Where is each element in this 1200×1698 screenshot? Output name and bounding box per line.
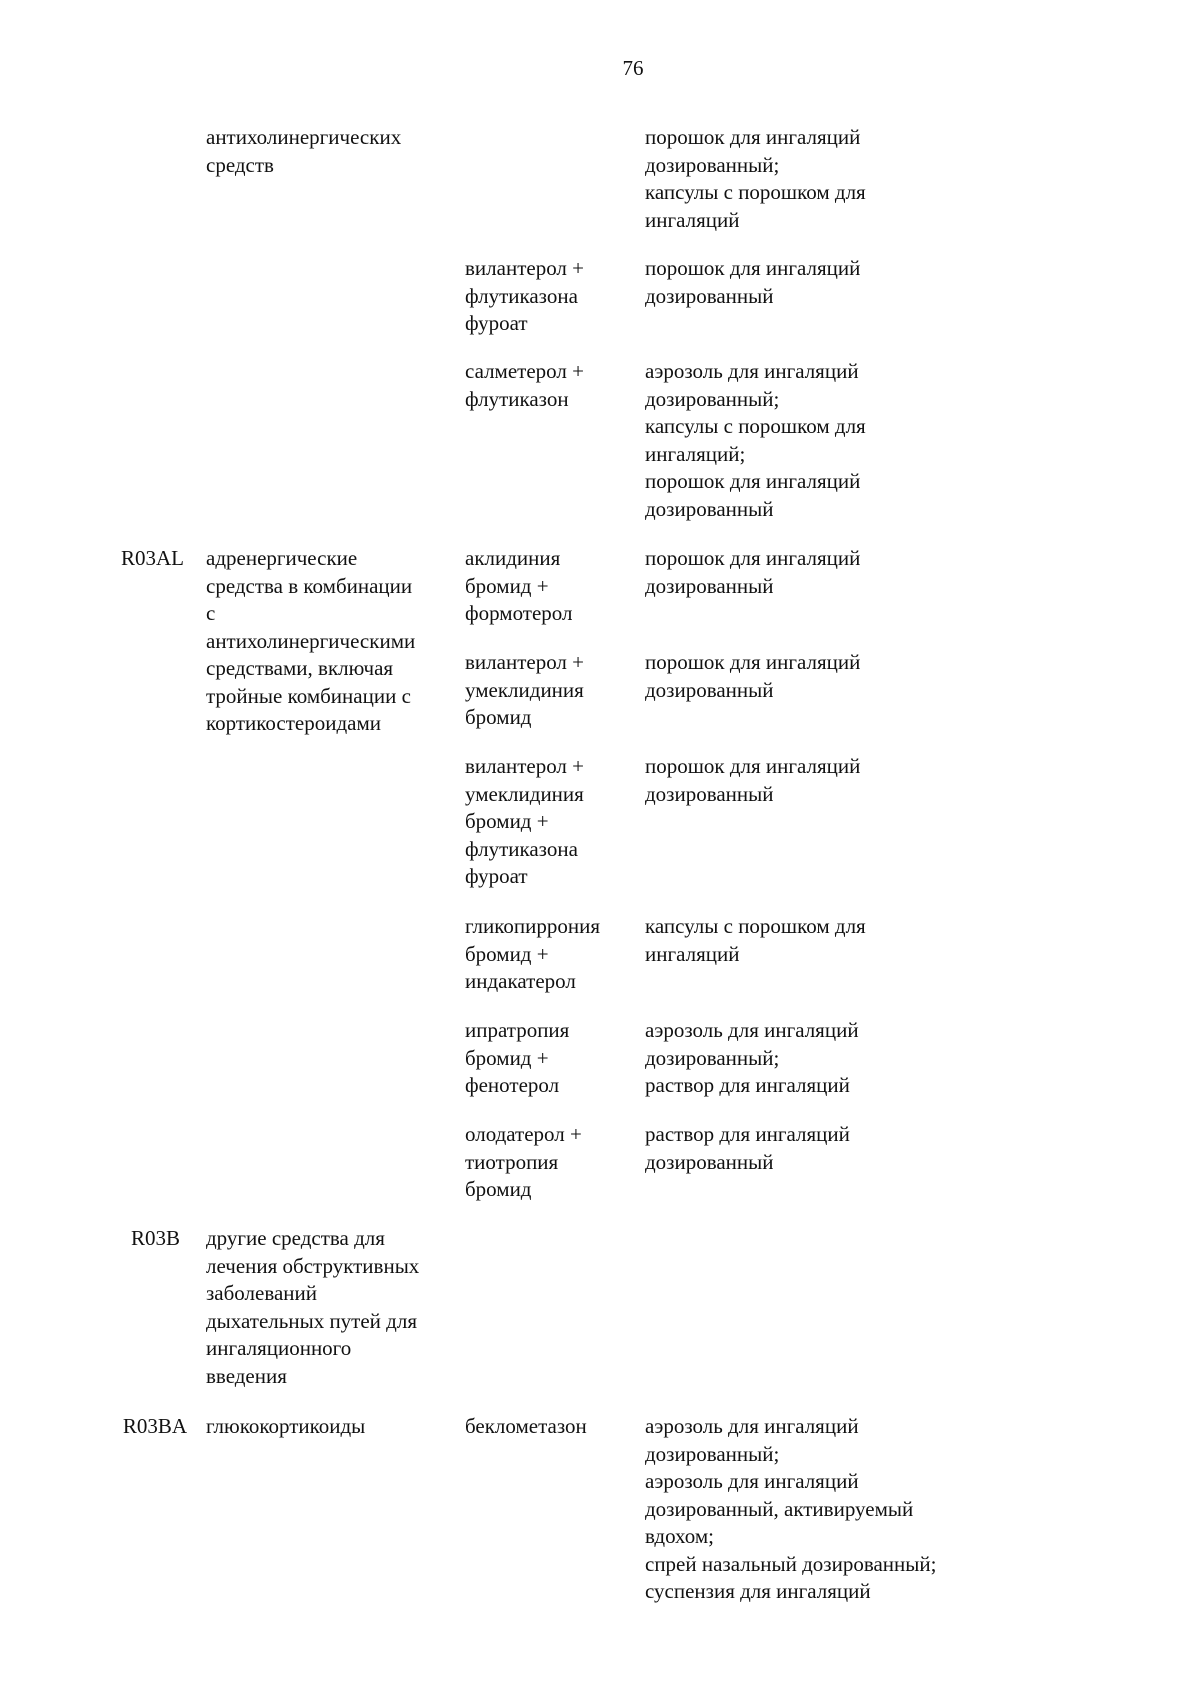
drug-name: вилантерол + умеклидиния бромид (465, 650, 584, 729)
dosage-form: раствор для ингаляций дозированный (645, 1122, 850, 1174)
dosage-form: порошок для ингаляций дозированный (645, 256, 861, 308)
dosage-form: порошок для ингаляций дозированный (645, 650, 861, 702)
drug-name: гликопиррония бромид + индакатерол (465, 914, 601, 993)
drug-name: салметерол + флутиказон (465, 359, 584, 411)
atc-code: R03AL (121, 546, 184, 570)
pharmacological-group: глюкокортикоиды (206, 1414, 366, 1438)
drug-name: ипратропия бромид + фенотерол (465, 1018, 570, 1097)
atc-code: R03B (130, 1226, 180, 1250)
pharmacological-group: антихолинергических средств (206, 125, 402, 177)
dosage-form: аэрозоль для ингаляций дозированный; раствор для ингаляций (645, 1018, 859, 1097)
drug-name: олодатерол + тиотропия бромид (465, 1122, 582, 1201)
drug-name: беклометазон (465, 1414, 587, 1438)
dosage-form: порошок для ингаляций дозированный; капсулы с порошком для ингаляций (645, 125, 866, 232)
atc-code: R03BA (122, 1414, 187, 1438)
drug-name: вилантерол + флутиказона фуроат (465, 256, 584, 335)
pharmacological-group: другие средства для лечения обструктивных заболеваний дыхательных путей для ингаляционного введения (206, 1226, 420, 1388)
drug-name: вилантерол + умеклидиния бромид + флутиказона фуроат (465, 754, 584, 888)
pharmacological-group: адренергические средства в комбинации с антихолинергическими средствами, включая тройные комбинации с кортикостероидами (206, 546, 416, 735)
dosage-form: порошок для ингаляций дозированный (645, 754, 861, 806)
dosage-form: аэрозоль для ингаляций дозированный; капсулы с порошком для ингаляций; порошок для ингаляций дозированный (645, 359, 866, 521)
page-number: 76 (622, 56, 644, 80)
drug-name: аклидиния бромид + формотерол (465, 546, 573, 625)
dosage-form: порошок для ингаляций дозированный (645, 546, 861, 598)
dosage-form: аэрозоль для ингаляций дозированный; аэрозоль для ингаляций дозированный, активируемый вдохом; спрей назальный дозированный; суспензия для ингаляций (645, 1414, 937, 1603)
dosage-form: капсулы с порошком для ингаляций (645, 914, 866, 966)
